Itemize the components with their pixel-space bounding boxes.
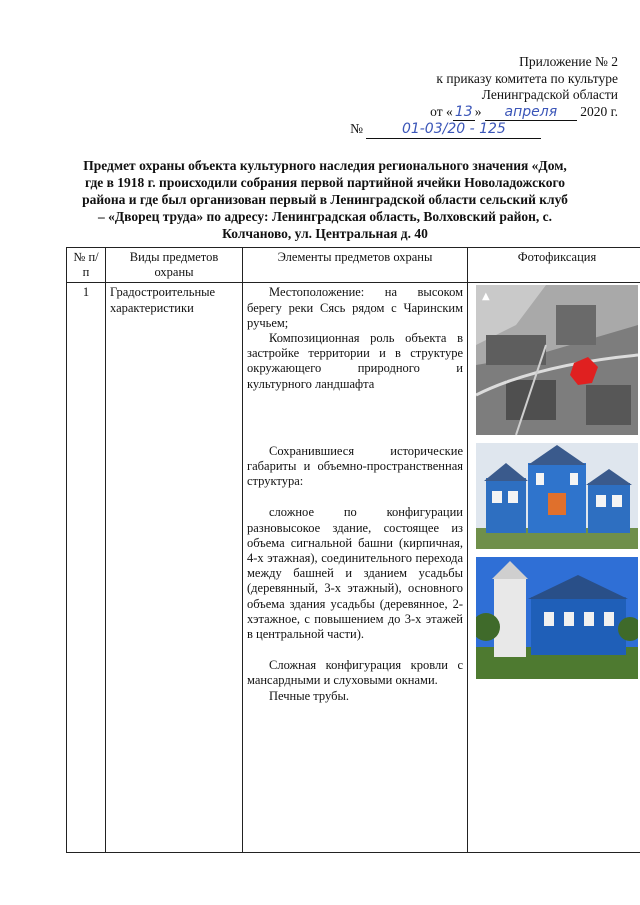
appendix-block	[350, 54, 618, 139]
appendix-date	[430, 104, 618, 122]
number-value: 01-03/20 - 125	[366, 121, 541, 139]
document-title: Предмет охраны объекта культурного наследия регионального значения «Дом, где в 1918 г. происходили собрания первой партийной ячейки Новоладожского района и где был организован первый в Ленинградской области сельский клуб – «Дворец труда» по адресу: Ленинградская область, Волховский район, с. Колчаново, ул. Центральная д. 40	[82, 158, 568, 241]
appendix-line-3: Ленинградской области	[481, 87, 618, 102]
appendix-number	[350, 121, 618, 139]
appendix-line-2: к приказу комитета по культуре	[436, 70, 618, 86]
row-num: 1	[67, 283, 106, 853]
appendix-line-1: Приложение № 2	[519, 54, 618, 69]
date-day: 13	[453, 104, 475, 122]
header-elements: Элементы предметов охраны	[243, 248, 468, 283]
element-dimensions: Сохранившиеся исторические габариты и объемно-пространственная структура:	[247, 443, 463, 489]
element-chimneys: Печные трубы.	[269, 688, 349, 703]
row-photos	[468, 283, 640, 853]
element-structure: сложное по конфигурации разновысокое здание, состоящее из объема сигнальной башни (кирпичная, 4-х этажная), соединительного перехода между башней и зданием усадьбы (деревянный, 3-х этажный), основного объема здания усадьбы (деревянное, 2-хэтажное, с повышением до 3-х этажей в центральной части).	[247, 505, 463, 642]
element-roof: Сложная конфигурация кровли с мансардными и слуховыми окнами.	[247, 658, 463, 688]
date-year: 2020 г.	[580, 103, 618, 119]
element-location: Местоположение: на высоком берегу реки Сясь рядом с Чаринским ручьем;	[247, 285, 463, 330]
building-facade-photo	[476, 443, 638, 549]
date-month: апреля	[485, 104, 577, 122]
date-prefix: от «	[430, 103, 453, 119]
date-mid: »	[474, 103, 482, 119]
table-row	[67, 283, 640, 853]
svg-text:▲: ▲	[482, 291, 490, 303]
row-type: Градостроительные характеристики	[106, 283, 243, 853]
element-composition: Композиционная роль объекта в застройке территории и в структуре окружающего природного и культурного ландшафта	[247, 331, 463, 391]
row-elements	[243, 283, 468, 853]
header-photo: Фотофиксация	[468, 248, 640, 283]
header-type: Виды предметов охраны	[106, 248, 243, 283]
protection-table	[66, 247, 640, 853]
aerial-map-photo	[476, 285, 638, 435]
building-side-photo	[476, 557, 638, 679]
header-num: № п/п	[67, 248, 106, 283]
number-prefix: №	[350, 121, 364, 136]
table-header-row	[67, 248, 640, 283]
